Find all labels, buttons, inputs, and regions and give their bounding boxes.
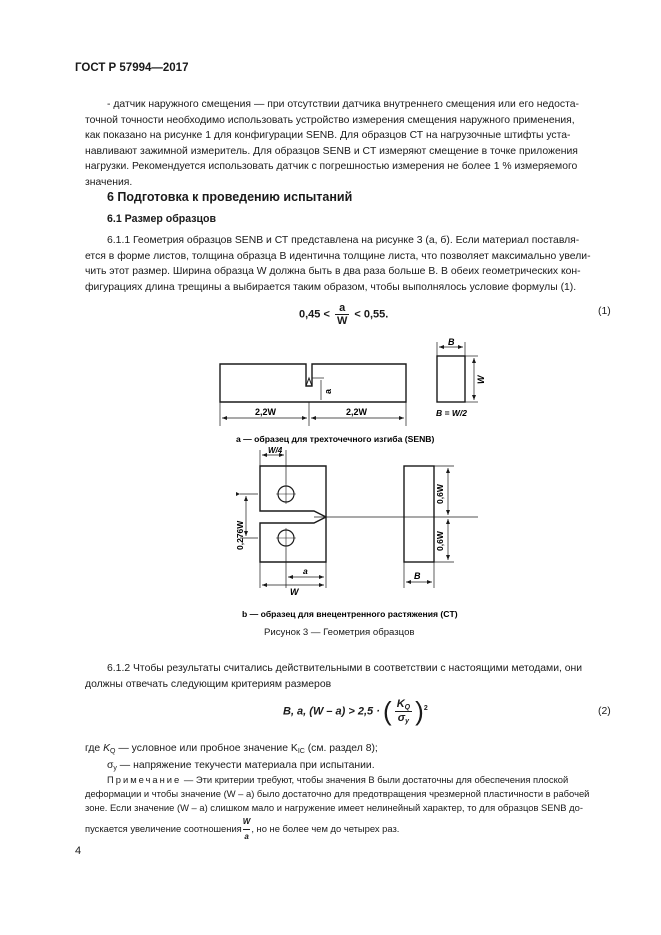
text-line: 6.1.1 Геометрия образцов SENB и СТ представлена на рисунке 3 (а, б). Если материал поставля- [107, 235, 580, 246]
where-block [85, 742, 378, 776]
note-line: деформации и чтобы значение (W – a) было достаточно для предотвращения чрезмерной пластичности в рабочей [85, 788, 590, 799]
symbol: K [103, 743, 110, 754]
dim-label: W [476, 375, 486, 384]
definition-tail: (см. раздел 8); [304, 743, 378, 754]
ct-arrows [236, 453, 450, 587]
text-line: ется в форме листов, толщина образца B идентична толщине листа, что позволяет максимально увели- [85, 250, 591, 262]
ct-specimen-drawing [260, 466, 326, 562]
dim-label: a [303, 566, 308, 576]
text-line: 6.1.2 Чтобы результаты считались действительными в соответствии с настоящими методами, они [107, 663, 583, 674]
dim-label: 0,6W [435, 484, 445, 504]
dim-label: 0,276W [235, 520, 245, 550]
note-text: пускается увеличение соотношения [85, 822, 242, 834]
text-line: навливают зажимной измеритель. Для образцов SENB и CT измеряют смещение в точке приложения [85, 145, 578, 157]
fraction-numerator: W [243, 815, 251, 830]
page-number: 4 [75, 845, 82, 857]
text-line: как показано на рисунке 1 для конфигурации SENB. Для образцов СТ на нагрузочные штифты уста- [85, 130, 571, 142]
subscript: Q [404, 704, 411, 711]
text-line: нагрузки. Рекомендуется использовать датчик с погрешностью измерения не более 1 % измеряемого [85, 161, 578, 173]
definition: — условное или пробное значение K [115, 743, 298, 754]
definition: — напряжение текучести материала при испытании. [116, 760, 375, 771]
ct-dimension-lines [240, 450, 478, 588]
intro-paragraph [85, 97, 615, 191]
section-heading: 6 Подготовка к проведению испытаний [107, 190, 353, 204]
where-line-kq [85, 742, 378, 759]
subsection-heading: 6.1 Размер образцов [107, 213, 217, 225]
dim-label: W/4 [268, 446, 283, 455]
note-text: — Эти критерии требуют, чтобы значения B были достаточны для обеспечения плоской [181, 774, 569, 785]
paragraph-6-1-1 [85, 233, 615, 295]
dim-label: a [323, 388, 333, 394]
note-label: Примечание [107, 774, 182, 785]
relation-label: B = W/2 [436, 408, 467, 418]
ct-centerlines [276, 484, 296, 548]
subscript: Q [110, 748, 116, 755]
fraction-numerator: K [396, 698, 405, 710]
dim-label: B [414, 571, 421, 581]
where-prefix: где [85, 743, 101, 754]
figure-3 [200, 336, 490, 626]
paragraph-6-1-2 [85, 661, 615, 692]
formula-left: B, a, (W – a) > 2,5 · [283, 705, 380, 718]
note-line [107, 773, 615, 787]
subscript: y [405, 718, 409, 725]
dim-label: 2,2W [346, 407, 368, 417]
fraction-denominator: W [336, 315, 348, 327]
note-text: , но не более чем до четырех раз. [251, 822, 400, 834]
text-line: значения. [85, 176, 133, 188]
fraction-denominator: σ [397, 712, 406, 724]
text-line: должны отвечать следующим критериям размеров [85, 678, 332, 690]
text-line: чить этот размер. Ширина образца W должна быть в два раза больше B. В обеих геометрических кон- [85, 266, 581, 278]
text-line: - датчик наружного смещения — при отсутствии датчика внутреннего смещения или его недоста- [107, 99, 579, 110]
formula-left: 0,45 < [299, 308, 330, 321]
note-line [85, 815, 615, 844]
formula-2: B, a, (W – a) > 2,5 · ( $\frac{K_Q}{\sigma_y}$ )$^2$ [283, 696, 428, 726]
equation-number: (1) [598, 306, 611, 317]
senb-caption: а — образец для трехточечного изгиба (SENB) [236, 434, 435, 444]
exponent: 2 [423, 704, 428, 712]
fraction-numerator: a [335, 302, 349, 315]
note-line: зоне. Если значение (W – a) слишком мало и нагружение имеет нелинейный характер, то для образцов SENB до- [85, 802, 583, 813]
subscript: y [113, 765, 117, 772]
dim-label: B [448, 337, 455, 347]
fraction-denominator: a [244, 832, 249, 841]
dim-label: 0,6W [435, 531, 445, 551]
text-line: фигурациях длина трещины a выбирается таким образом, чтобы выполнялось условие формулы (1). [85, 281, 577, 293]
symbol: σ [107, 760, 114, 771]
ct-caption: b — образец для внецентренного растяжения (CT) [242, 609, 458, 619]
dim-label: W [290, 587, 299, 597]
figure-caption: Рисунок 3 — Геометрия образцов [264, 627, 415, 638]
dim-label: 2,2W [255, 407, 277, 417]
equation-number: (2) [598, 706, 611, 717]
note-block [85, 773, 615, 844]
senb-specimen-drawing [220, 364, 406, 402]
formula-1 [299, 302, 388, 327]
subscript: IC [297, 748, 305, 755]
formula-right: < 0,55. [354, 308, 389, 321]
text-line: точной точности необходимо использовать устройство измерения смещения наружного применения, [85, 114, 575, 126]
document-header: ГОСТ Р 57994—2017 [75, 62, 189, 74]
